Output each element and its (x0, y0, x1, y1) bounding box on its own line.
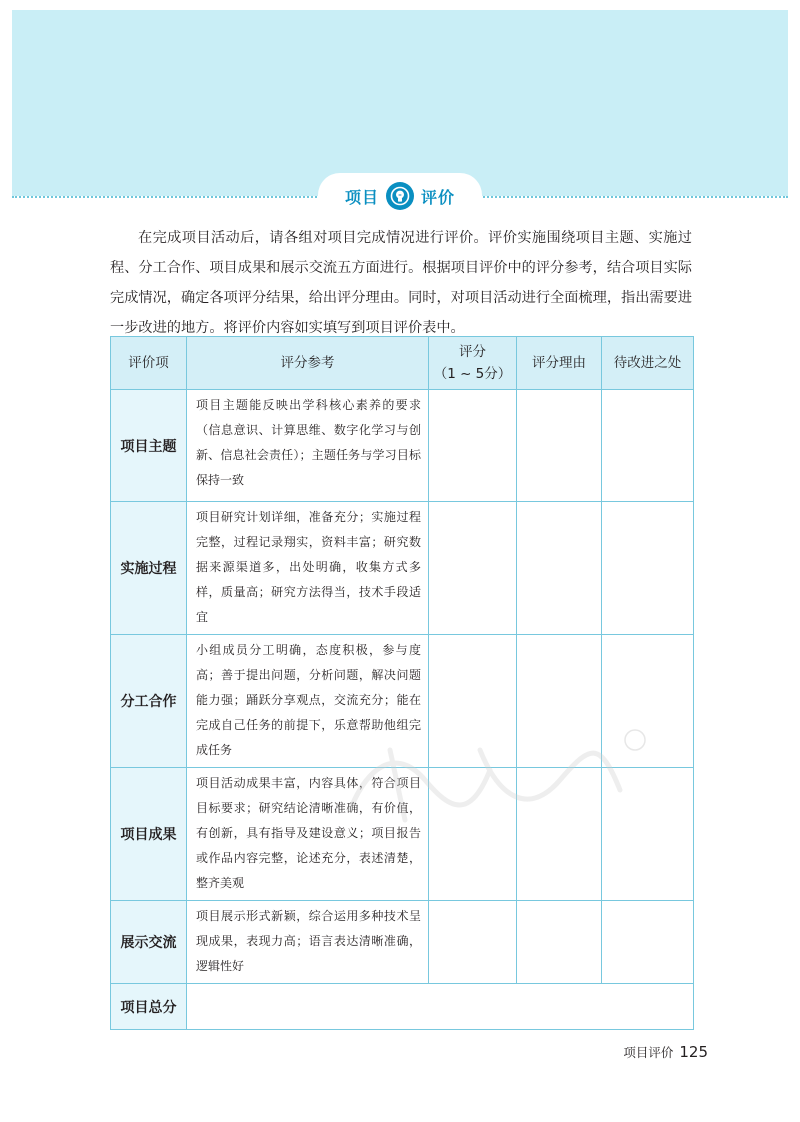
improve-cell[interactable] (602, 768, 694, 901)
improve-cell[interactable] (602, 390, 694, 502)
total-label: 项目总分 (111, 984, 187, 1030)
table-row (111, 635, 694, 768)
row-criteria: 项目展示形式新颖，综合运用多种技术呈现成果，表现力高；语言表达清晰准确，逻辑性好 (187, 901, 429, 984)
improve-cell[interactable] (602, 901, 694, 984)
improve-cell[interactable] (602, 635, 694, 768)
section-tab (318, 173, 482, 219)
intro-paragraph: 在完成项目活动后，请各组对项目完成情况进行评价。评价实施围绕项目主题、实施过程、分工合作、项目成果和展示交流五方面进行。根据项目评价中的评分参考，结合项目实际完成情况，确定各项评分结果，给出评分理由。同时，对项目活动进行全面梳理，指出需要进一步改进的地方。将评价内容如实填写到项目评价表中。 (110, 230, 692, 336)
reason-cell[interactable] (517, 390, 602, 502)
row-criteria: 项目主题能反映出学科核心素养的要求（信息意识、计算思维、数字化学习与创新、信息社会责任）；主题任务与学习目标保持一致 (187, 390, 429, 502)
row-item-label: 项目主题 (111, 390, 187, 502)
reason-cell[interactable] (517, 901, 602, 984)
score-cell[interactable] (429, 768, 517, 901)
total-score-cell[interactable] (187, 984, 694, 1030)
score-cell[interactable] (429, 635, 517, 768)
section-heading-right: 评价 (421, 187, 456, 207)
header-score-label: 评分 (459, 344, 486, 360)
reason-cell[interactable] (517, 502, 602, 635)
row-item-label: 展示交流 (111, 901, 187, 984)
header-item: 评价项 (111, 337, 187, 390)
score-cell[interactable] (429, 502, 517, 635)
table-row (111, 390, 694, 502)
header-score-range: （1 ~ 5分） (433, 366, 512, 382)
section-heading-left: 项目 (344, 187, 379, 207)
table-row (111, 768, 694, 901)
footer-section-label: 项目评价 (623, 1045, 674, 1060)
row-criteria: 项目研究计划详细，准备充分；实施过程完整，过程记录翔实，资料丰富；研究数据来源渠道多，出处明确，收集方式多样，质量高；研究方法得当，技术手段适宜 (187, 502, 429, 635)
lightbulb-icon (386, 182, 414, 210)
improve-cell[interactable] (602, 502, 694, 635)
score-cell[interactable] (429, 390, 517, 502)
row-criteria: 项目活动成果丰富，内容具体，符合项目目标要求；研究结论清晰准确，有价值，有创新，具有指导及建设意义；项目报告或作品内容完整，论述充分，表述清楚，整齐美观 (187, 768, 429, 901)
table-header-row (111, 337, 694, 390)
score-cell[interactable] (429, 901, 517, 984)
header-improve: 待改进之处 (602, 337, 694, 390)
reason-cell[interactable] (517, 635, 602, 768)
table-row (111, 901, 694, 984)
top-banner (12, 10, 788, 196)
row-item-label: 实施过程 (111, 502, 187, 635)
evaluation-table (110, 336, 694, 1030)
header-reference: 评分参考 (187, 337, 429, 390)
page-footer (623, 1043, 708, 1061)
row-item-label: 项目成果 (111, 768, 187, 901)
header-reason: 评分理由 (517, 337, 602, 390)
section-heading (318, 182, 482, 210)
row-item-label: 分工合作 (111, 635, 187, 768)
total-row (111, 984, 694, 1030)
table-row (111, 502, 694, 635)
reason-cell[interactable] (517, 768, 602, 901)
page-number: 125 (679, 1043, 708, 1061)
row-criteria: 小组成员分工明确，态度积极，参与度高；善于提出问题，分析问题，解决问题能力强；踊跃分享观点，交流充分；能在完成自己任务的前提下，乐意帮助他组完成任务 (187, 635, 429, 768)
header-score (429, 337, 517, 390)
